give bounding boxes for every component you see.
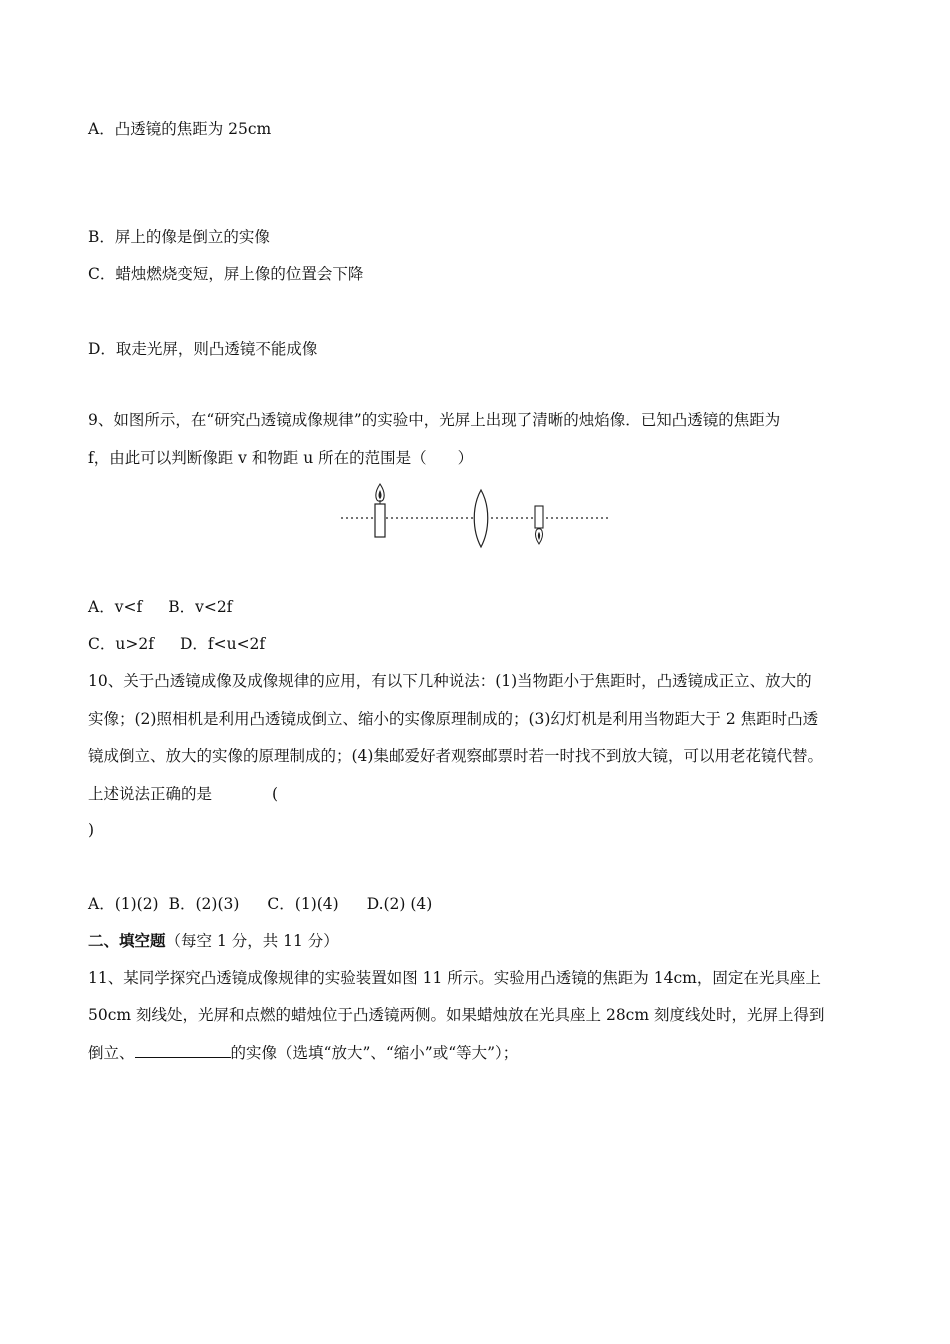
q10-open-paren: ( <box>272 785 279 803</box>
q8-option-d: D．取走光屏，则凸透镜不能成像 <box>88 340 318 358</box>
q10-stem-line-4-text: 上述说法正确的是 <box>88 785 213 803</box>
q10-option-d: D.(2) (4) <box>366 895 433 913</box>
q11-stem-line-3-post: 的实像（选填“放大”、“缩小”或“等大”）； <box>230 1044 519 1062</box>
q10-option-a: A．(1)(2) <box>88 895 159 913</box>
q11-answer-blank[interactable] <box>135 1043 231 1058</box>
q10-stem-line-4 <box>88 784 278 804</box>
section-2-note: （每空 1 分，共 11 分） <box>165 932 339 950</box>
q10-options-row <box>88 894 432 914</box>
q9-options-row-1 <box>88 597 232 617</box>
q8-option-b: B．屏上的像是倒立的实像 <box>88 228 270 246</box>
q9-option-c: C．u>2f <box>88 635 154 653</box>
q9-stem-line-2: f，由此可以判断像距 v 和物距 u 所在的范围是（ ） <box>88 449 474 467</box>
q9-stem-line-1: 9、如图所示，在“研究凸透镜成像规律”的实验中，光屏上出现了清晰的烛焰像．已知凸透镜的焦距为 <box>88 411 781 429</box>
q10-option-b: B．(2)(3) <box>168 895 240 913</box>
q10-close-paren: ) <box>88 821 95 839</box>
q10-option-c: C．(1)(4) <box>267 895 339 913</box>
candle-icon <box>375 484 385 537</box>
q11-stem-line-1: 11、某同学探究凸透镜成像规律的实验装置如图 11 所示。实验用凸透镜的焦距为 14cm，固定在光具座上 <box>88 969 821 987</box>
section-2-heading <box>88 931 339 951</box>
q10-stem-line-2: 实像；(2)照相机是利用凸透镜成倒立、缩小的实像原理制成的；(3)幻灯机是利用当物距大于 2 焦距时凸透 <box>88 710 819 728</box>
q8-option-a: A．凸透镜的焦距为 25cm <box>88 120 272 138</box>
q11-stem-line-3 <box>88 1043 518 1063</box>
q10-stem-line-3: 镜成倒立、放大的实像的原理制成的；(4)集邮爱好者观察邮票时若一时找不到放大镜，可以用老花镜代替。 <box>88 747 823 765</box>
convex-lens-icon <box>474 490 488 547</box>
q10-stem-line-1: 10、关于凸透镜成像及成像规律的应用，有以下几种说法：(1)当物距小于焦距时，凸透镜成正立、放大的 <box>88 672 812 690</box>
q9-option-a: A．v<f <box>88 598 143 616</box>
inverted-flame-image-icon <box>535 506 543 544</box>
section-2-title: 二、填空题 <box>88 931 166 950</box>
q9-option-d: D．f<u<2f <box>179 635 266 653</box>
q11-stem-line-2: 50cm 刻线处，光屏和点燃的蜡烛位于凸透镜两侧。如果蜡烛放在光具座上 28cm 刻度线处时，光屏上得到 <box>88 1006 825 1024</box>
q11-stem-line-3-pre: 倒立、 <box>88 1044 135 1062</box>
q9-option-b: B．v<2f <box>168 598 233 616</box>
q9-options-row-2 <box>88 634 265 654</box>
lens-experiment-diagram <box>335 478 615 550</box>
q8-option-c: C．蜡烛燃烧变短，屏上像的位置会下降 <box>88 265 364 283</box>
